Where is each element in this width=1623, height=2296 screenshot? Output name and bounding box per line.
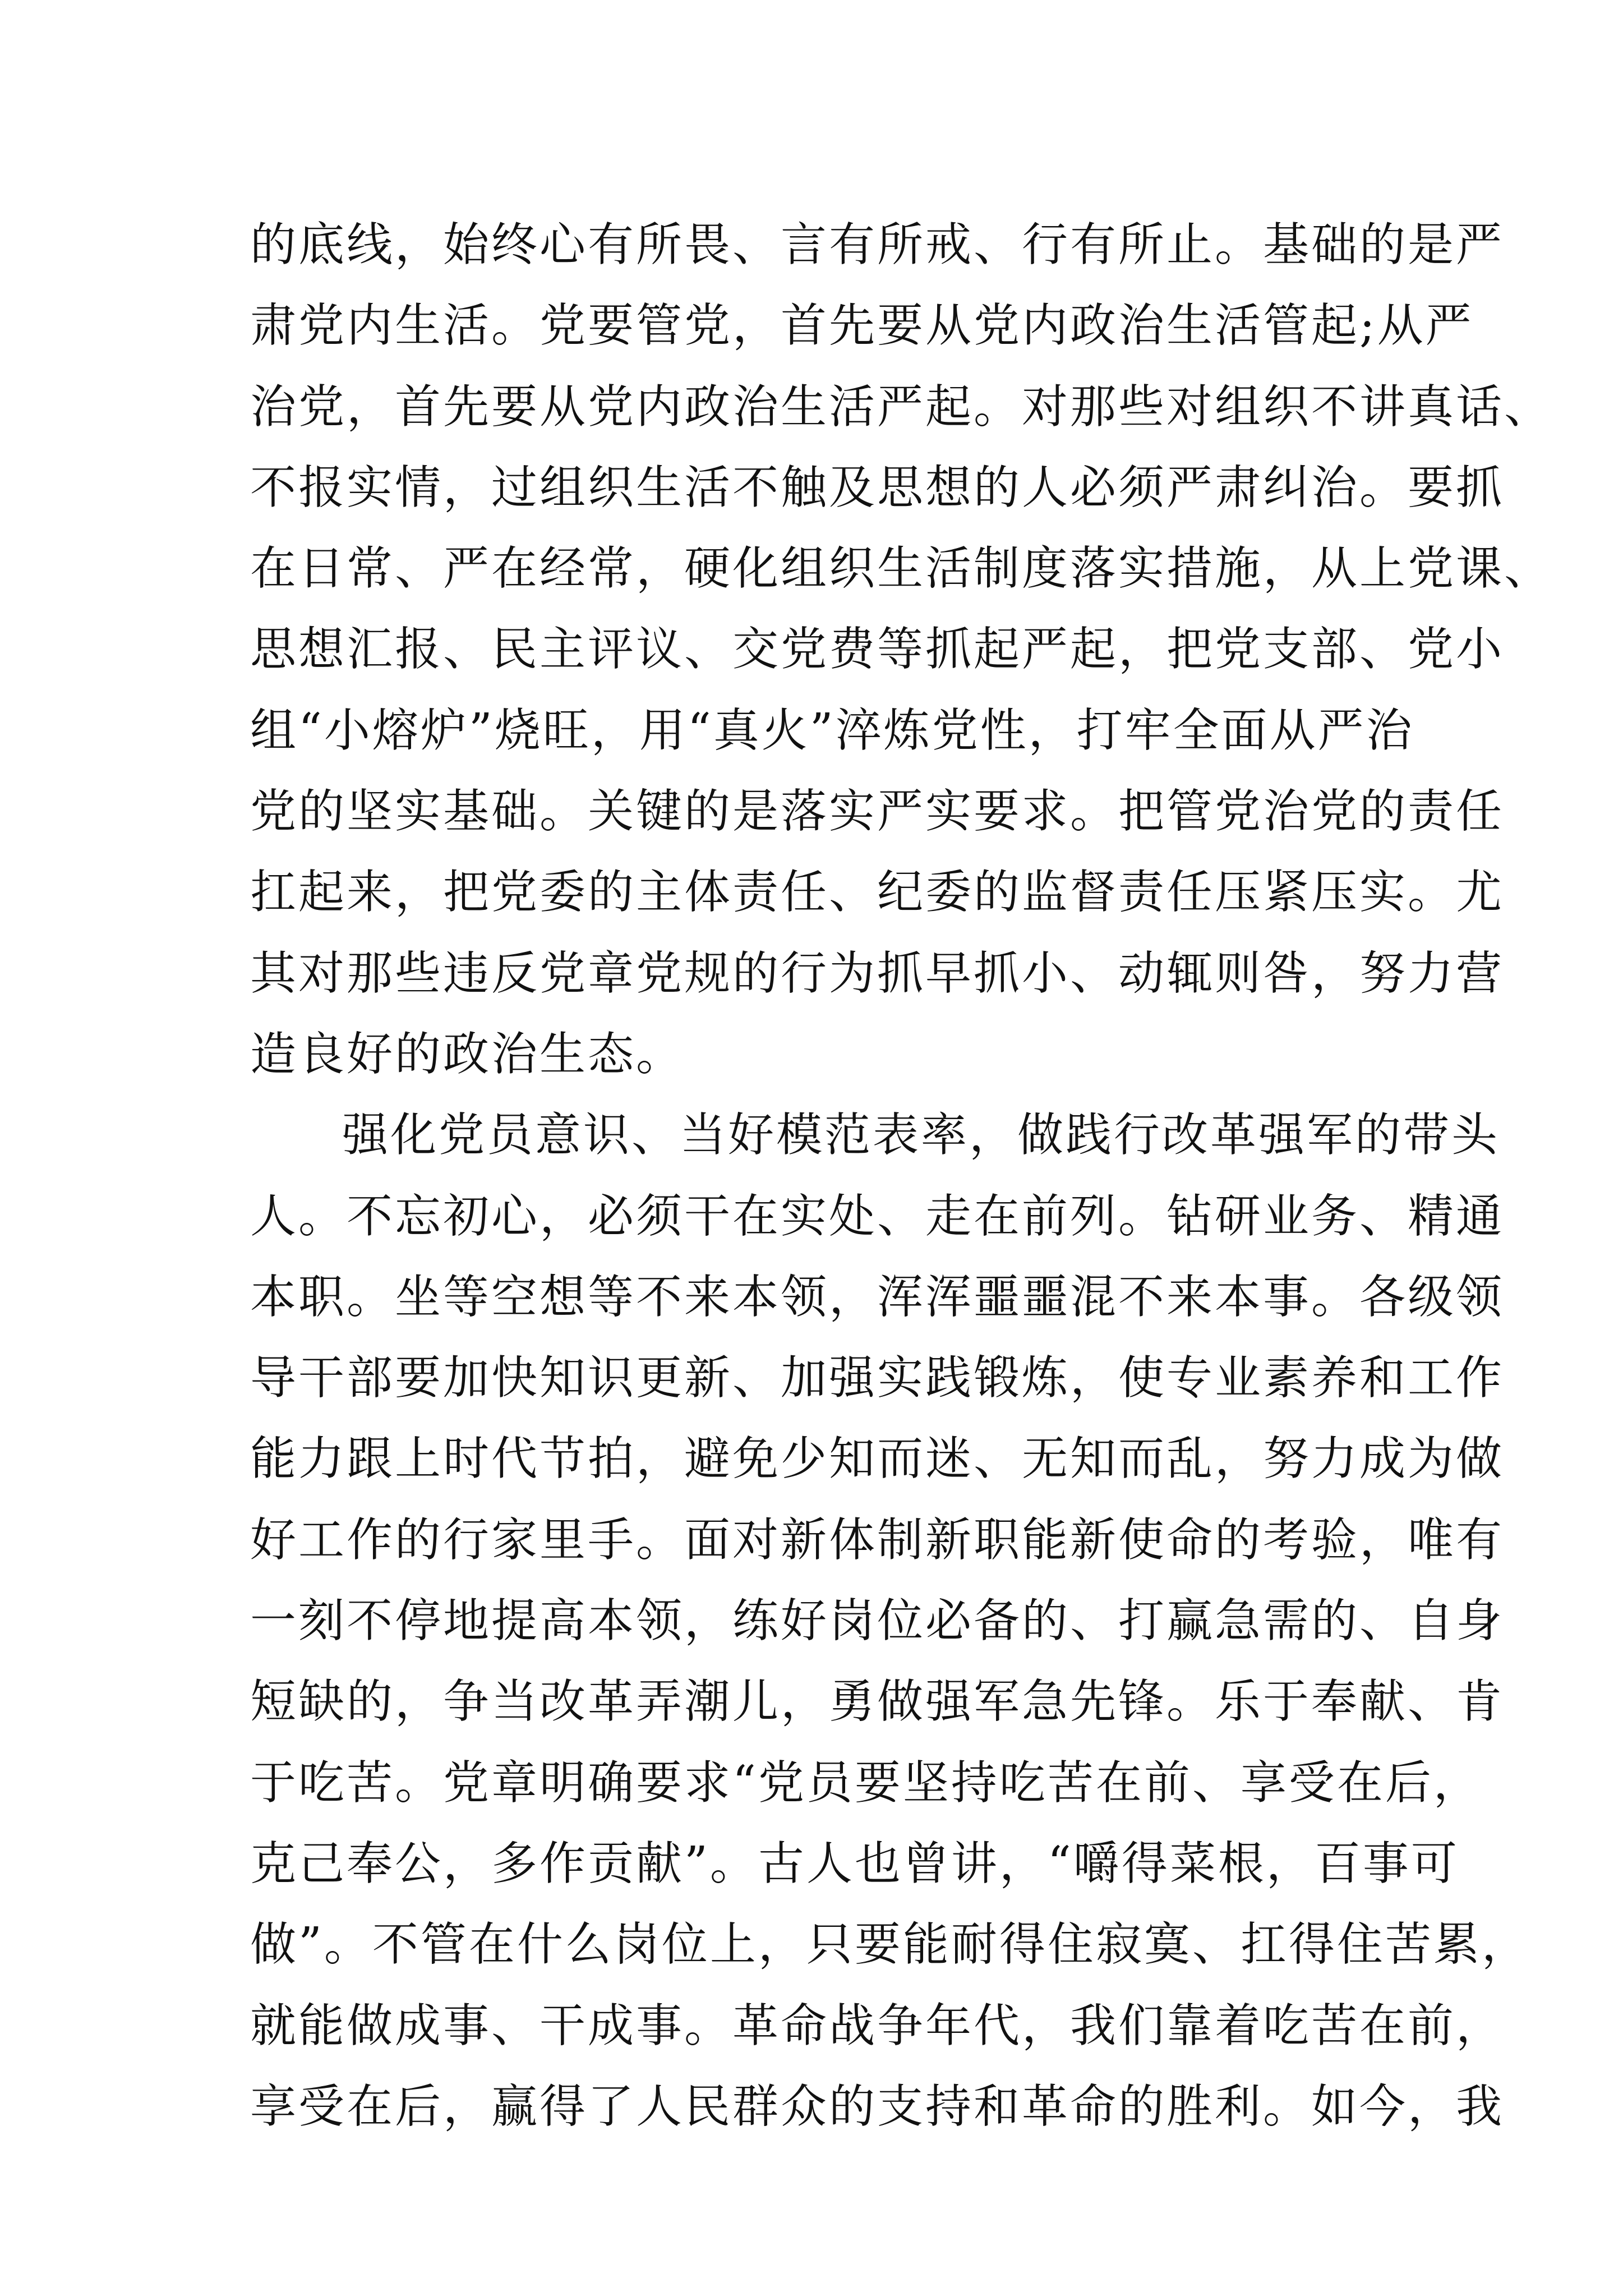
text-line: 思想汇报、民主评议、交党费等抓起严起，把党支部、党小 [250, 623, 1505, 677]
text-line: 短缺的，争当改革弄潮儿，勇做强军急先锋。乐于奉献、肯 [250, 1675, 1505, 1729]
text-line: 的底线，始终心有所畏、言有所戒、行有所止。基础的是严 [250, 218, 1505, 272]
text-line: 不报实情，过组织生活不触及思想的人必须严肃纠治。要抓 [250, 461, 1505, 514]
text-line: 就能做成事、干成事。革命战争年代，我们靠着吃苦在前， [250, 1999, 1505, 2053]
text-line: 导干部要加快知识更新、加强实践锻炼，使专业素养和工作 [250, 1351, 1505, 1405]
body-text [250, 205, 1553, 2147]
text-line: 于吃苦。党章明确要求“党员要坚持吃苦在前、享受在后， [250, 1756, 1482, 1810]
text-line: 在日常、严在经常，硬化组织生活制度落实措施，从上党课、 [250, 542, 1553, 596]
text-line: 人。不忘初心，必须干在实处、走在前列。钻研业务、精通 [250, 1189, 1505, 1243]
text-line: 好工作的行家里手。面对新体制新职能新使命的考验，唯有 [250, 1513, 1505, 1567]
text-line: 造良好的政治生态。 [250, 1027, 685, 1081]
text-line: 其对那些违反党章党规的行为抓早抓小、动辄则咎，努力营 [250, 946, 1505, 1000]
text-line: 能力跟上时代节拍，避免少知而迷、无知而乱，努力成为做 [250, 1432, 1505, 1486]
text-line: 克己奉公，多作贡献”。古人也曾讲，“嚼得菜根，百事可 [250, 1837, 1459, 1890]
text-line: 党的坚实基础。关键的是落实严实要求。把管党治党的责任 [250, 785, 1505, 839]
text-line: 肃党内生活。党要管党，首先要从党内政治生活管起;从严 [250, 299, 1474, 353]
text-line: 扛起来，把党委的主体责任、纪委的监督责任压紧压实。尤 [250, 866, 1505, 919]
text-line: 组“小熔炉”烧旺，用“真火”淬炼党性，打牢全面从严治 [250, 703, 1414, 757]
paragraph-first-line: 强化党员意识、当好模范表率，做践行改革强军的带头 [342, 1108, 1500, 1162]
text-line: 做”。不管在什么岗位上，只要能耐得住寂寞、扛得住苦累， [250, 1918, 1530, 1972]
text-line: 一刻不停地提高本领，练好岗位必备的、打赢急需的、自身 [250, 1594, 1505, 1648]
text-line: 享受在后，赢得了人民群众的支持和革命的胜利。如今，我 [250, 2079, 1505, 2133]
text-line: 本职。坐等空想等不来本领，浑浑噩噩混不来本事。各级领 [250, 1270, 1505, 1324]
text-line: 治党，首先要从党内政治生活严起。对那些对组织不讲真话、 [250, 380, 1553, 434]
